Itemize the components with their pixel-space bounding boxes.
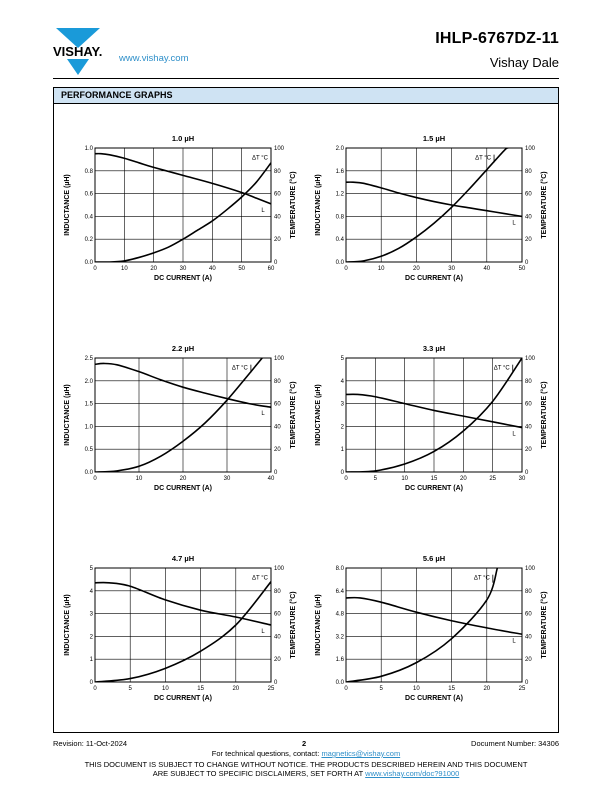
x-axis-label: DC CURRENT (A) [405,485,463,492]
y-tick-label: 0.8 [335,214,344,221]
y-tick-label: 1.2 [335,191,344,198]
y-tick-label: 0.0 [335,680,344,686]
inductance-chart [315,344,548,492]
x-tick-label: 15 [197,686,204,692]
chart-title: 2.2 µH [171,344,195,353]
y2-tick-label: 60 [525,401,532,408]
y2-tick-label: 20 [274,237,281,244]
inductance-curve [346,598,522,635]
y2-tick-label: 80 [525,378,532,385]
y2-tick-label: 20 [274,447,281,454]
plot-frame [95,568,271,682]
x-tick-label: 5 [379,686,383,692]
y-tick-label: 0.0 [335,260,344,266]
inductance-chart [64,344,297,492]
y-tick-label: 5 [89,566,93,572]
y-axis-label: INDUCTANCE (µH) [315,594,322,656]
y-tick-label: 8.0 [335,566,344,572]
y-tick-label: 2.0 [84,378,93,385]
y2-axis-label: TEMPERATURE (°C) [541,381,548,449]
y2-tick-label: 40 [274,634,281,641]
x-tick-label: 0 [93,686,97,692]
x-axis-label: DC CURRENT (A) [405,695,463,702]
y2-axis-label: TEMPERATURE (°C) [290,591,297,659]
temperature-curve-label: ΔT °C [252,155,268,162]
revision-date: Revision: 11-Oct-2024 [53,739,128,748]
y2-tick-label: 0 [274,470,278,476]
y-tick-label: 5 [340,356,344,362]
x-tick-label: 10 [401,476,409,482]
y2-tick-label: 20 [525,657,532,664]
x-tick-label: 20 [483,686,491,692]
x-tick-label: 20 [459,476,467,482]
y-tick-label: 0.0 [84,470,93,476]
inductance-curve [346,182,522,216]
x-tick-label: 60 [267,266,275,272]
y-tick-label: 0.0 [84,260,93,266]
y2-tick-label: 40 [525,634,532,641]
y2-axis-label: TEMPERATURE (°C) [290,171,297,239]
y-tick-label: 0 [340,470,344,476]
x-tick-label: 50 [238,266,246,272]
y2-tick-label: 100 [525,566,536,572]
y-tick-label: 2.0 [335,146,344,152]
x-axis-label: DC CURRENT (A) [405,275,463,282]
plot-frame [346,568,522,682]
y-tick-label: 0.2 [84,237,93,244]
y-tick-label: 4 [340,378,344,385]
brand-wordmark: VISHAY. [53,44,103,59]
chart-title: 3.3 µH [422,344,446,353]
inductance-curve-label: L [261,629,265,635]
inductance-chart [315,554,548,702]
x-tick-label: 10 [377,266,385,272]
inductance-curve-label: L [512,638,516,645]
chart-title: 1.5 µH [422,134,446,143]
y2-tick-label: 0 [274,260,278,266]
x-tick-label: 30 [448,266,455,272]
x-tick-label: 50 [518,266,526,272]
y-tick-label: 1.6 [335,657,344,664]
chart-title: 1.0 µH [171,134,195,143]
x-tick-label: 5 [373,476,378,482]
x-tick-label: 10 [413,686,420,692]
y2-tick-label: 40 [525,424,532,431]
division-name: Vishay Dale [489,55,559,70]
y-tick-label: 1.5 [84,401,93,408]
x-tick-label: 30 [223,476,231,482]
x-axis-label: DC CURRENT (A) [154,695,212,702]
y2-tick-label: 60 [525,191,532,198]
y-axis-label: INDUCTANCE (µH) [315,174,322,236]
inductance-chart [315,134,548,282]
y2-tick-label: 0 [525,470,529,476]
inductance-curve [95,583,271,625]
y2-tick-label: 20 [525,237,532,244]
y-tick-label: 0.4 [335,237,344,244]
x-tick-label: 5 [128,686,132,692]
x-tick-label: 10 [120,266,128,272]
part-number: IHLP-6767DZ-11 [435,30,559,47]
notice-line-1: THIS DOCUMENT IS SUBJECT TO CHANGE WITHOUT NOTICE. THE PRODUCTS DESCRIBED HEREIN AND THIS DOCUMENT [84,760,528,769]
inductance-curve-label: L [261,207,265,214]
y-tick-label: 1.6 [335,168,344,175]
y2-tick-label: 80 [525,588,532,595]
y2-tick-label: 80 [274,378,281,385]
x-tick-label: 30 [179,266,187,272]
x-tick-label: 0 [344,266,348,272]
x-tick-label: 20 [413,266,420,272]
inductance-curve-label: L [261,411,265,418]
x-axis-label: DC CURRENT (A) [154,275,212,282]
y2-tick-label: 80 [525,168,532,175]
y-tick-label: 6.4 [335,588,344,595]
y-tick-label: 0.8 [84,168,93,175]
x-tick-label: 30 [518,476,526,482]
document-number: Document Number: 34306 [471,739,559,748]
x-tick-label: 25 [518,686,526,692]
chart-title: 5.6 µH [422,554,446,563]
temperature-curve-label: ΔT °C [493,365,510,372]
y2-tick-label: 40 [525,214,532,221]
temperature-curve-label: ΔT °C [252,575,268,582]
disclaimer-link[interactable]: www.vishay.com/doc?91000 [365,769,460,778]
y2-tick-label: 0 [274,680,278,686]
temperature-curve-label: ΔT °C [475,155,492,162]
y-axis-label: INDUCTANCE (µH) [64,384,71,446]
inductance-chart [64,134,297,282]
y2-axis-label: TEMPERATURE (°C) [290,381,297,449]
y2-tick-label: 60 [274,611,281,618]
x-tick-label: 0 [344,476,348,482]
y-tick-label: 4.8 [335,611,344,618]
y-tick-label: 2.5 [84,356,93,362]
inductance-curve-label: L [512,431,516,438]
x-tick-label: 0 [344,686,348,692]
vishay-logo [53,28,119,76]
y2-tick-label: 100 [274,566,285,572]
y-axis-label: INDUCTANCE (µH) [64,174,71,236]
x-tick-label: 15 [448,686,455,692]
notice-prefix: ARE SUBJECT TO SPECIFIC DISCLAIMERS, SET FORTH AT [152,769,366,778]
y-tick-label: 3 [89,611,93,618]
y2-tick-label: 100 [274,356,285,362]
inductance-curve-label: L [512,220,516,227]
y2-axis-label: TEMPERATURE (°C) [541,171,548,239]
header-divider [53,78,559,79]
x-tick-label: 40 [208,266,216,272]
y2-tick-label: 40 [274,424,281,431]
temperature-rise-curve [346,148,508,262]
y-tick-label: 0.4 [84,214,93,221]
temperature-curve-label: ΔT °C [231,365,248,372]
x-tick-label: 20 [232,686,240,692]
temperature-curve-label: ΔT °C [473,575,490,582]
website-link[interactable]: www.vishay.com [119,53,189,64]
y-tick-label: 4 [89,588,93,595]
y-tick-label: 0 [89,680,93,686]
x-tick-label: 20 [150,266,158,272]
y2-tick-label: 100 [274,146,285,152]
contact-prefix: For technical questions, contact: [211,749,322,758]
x-tick-label: 10 [135,476,143,482]
performance-graphs-panel [53,87,559,733]
y-tick-label: 1.0 [84,424,93,431]
x-tick-label: 0 [93,266,97,272]
y-tick-label: 1 [340,447,344,454]
graphs-canvas [54,88,558,732]
x-tick-label: 15 [430,476,438,482]
temperature-rise-curve [95,358,262,472]
x-tick-label: 40 [483,266,491,272]
y-axis-label: INDUCTANCE (µH) [315,384,322,446]
x-axis-label: DC CURRENT (A) [154,485,212,492]
x-tick-label: 40 [267,476,275,482]
x-tick-label: 0 [93,476,97,482]
y2-tick-label: 80 [274,588,281,595]
y2-tick-label: 60 [274,191,281,198]
y2-tick-label: 80 [274,168,281,175]
y2-tick-label: 100 [525,356,536,362]
y2-tick-label: 0 [525,680,529,686]
y-tick-label: 1 [89,657,93,664]
y2-tick-label: 60 [525,611,532,618]
y2-axis-label: TEMPERATURE (°C) [541,591,548,659]
y-axis-label: INDUCTANCE (µH) [64,594,71,656]
y-tick-label: 2 [340,424,344,431]
y-tick-label: 3 [340,401,344,408]
contact-email-link[interactable]: magnetics@vishay.com [321,749,401,758]
contact-line [0,749,612,758]
page-number: 2 [302,739,307,748]
chart-title: 4.7 µH [171,554,195,563]
temperature-rise-curve [95,582,271,682]
y-tick-label: 3.2 [335,634,344,641]
y2-tick-label: 60 [274,401,281,408]
notice-line-2 [0,769,612,778]
x-tick-label: 10 [162,686,169,692]
section-title: PERFORMANCE GRAPHS [61,90,173,100]
y-tick-label: 0.6 [84,191,93,198]
x-tick-label: 20 [179,476,187,482]
y-tick-label: 2 [89,634,93,641]
y-tick-label: 1.0 [84,146,93,152]
x-tick-label: 25 [267,686,275,692]
y2-tick-label: 40 [274,214,281,221]
y2-tick-label: 0 [525,260,529,266]
y-tick-label: 0.5 [84,447,93,454]
y2-tick-label: 100 [525,146,536,152]
plot-frame [346,148,522,262]
y2-tick-label: 20 [525,447,532,454]
y2-tick-label: 20 [274,657,281,664]
inductance-chart [64,554,297,702]
x-tick-label: 25 [489,476,497,482]
